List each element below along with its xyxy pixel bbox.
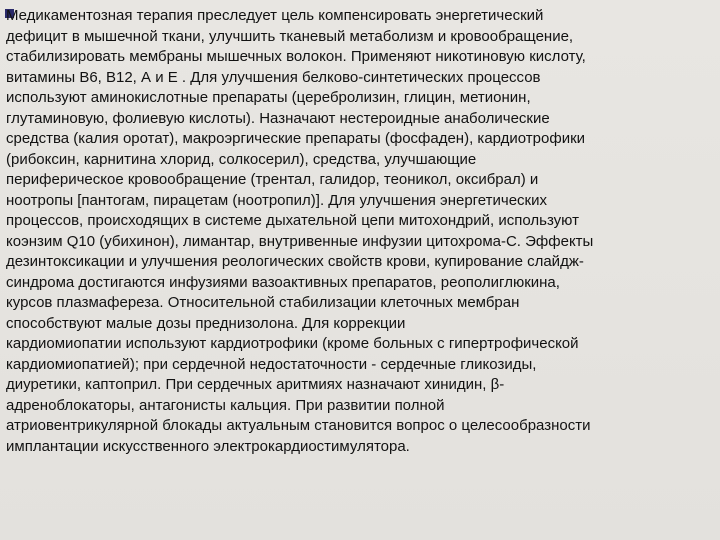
- text-line: коэнзим Q10 (убихинон), лимантар, внутривенные инфузии цитохрома-С. Эффекты: [6, 232, 594, 250]
- text-line: стабилизировать мембраны мышечных волокон. Применяют никотиновую кислоту,: [6, 48, 586, 65]
- text-line: кардиомиопатии используют кардиотрофики (кроме больных с гипертрофической: [6, 335, 579, 352]
- text-line: (рибоксин, карнитина хлорид, солкосерил), средства, улучшающие: [6, 150, 477, 168]
- text-line: используют аминокислотные препараты (церебролизин, глицин, метионин,: [6, 89, 531, 106]
- text-line: атриовентрикулярной блокады актуальным становится вопрос о целесообразности: [6, 417, 591, 434]
- text-line: способствуют малые дозы преднизолона. Для коррекции: [6, 314, 406, 332]
- text-line: дефицит в мышечной ткани, улучшить тканевый метаболизм и кровообращение,: [6, 27, 574, 45]
- text-line: процессов, происходящих в системе дыхательной цепи митохондрий, используют: [6, 212, 579, 229]
- text-line: ноотропы [пантогам, пирацетам (ноотропил)]. Для улучшения энергетических: [6, 191, 547, 209]
- text-line: имплантации искусственного электрокардиостимулятора.: [6, 437, 410, 455]
- text-line: курсов плазмафереза. Относительной стабилизации клеточных мембран: [6, 294, 520, 311]
- text-line: адреноблокаторы, антагонисты кальция. При развитии полной: [6, 396, 445, 414]
- text-line: витамины В6, В12, А и Е . Для улучшения белково-синтетических процессов: [6, 68, 541, 86]
- text-line: Медикаментозная терапия преследует цель компенсировать энергетический: [6, 7, 544, 24]
- text-line: периферическое кровообращение (трентал, галидор, теоникол, оксибрал) и: [6, 171, 539, 188]
- text-line: дезинтоксикации и улучшения реологических свойств крови, купирование слайдж-: [6, 253, 584, 270]
- text-line: глутаминовую, фолиевую кислоты). Назначают нестероидные анаболические: [6, 109, 550, 127]
- text-line: средства (калия оротат), макроэргические препараты (фосфаден), кардиотрофики: [6, 130, 586, 147]
- text-line: кардиомиопатией); при сердечной недостаточности - сердечные гликозиды,: [6, 355, 537, 373]
- text-line: синдрома достигаются инфузиями вазоактивных препаратов, реополиглюкина,: [6, 273, 560, 291]
- text-line: диуретики, каптоприл. При сердечных аритмиях назначают хинидин, β-: [6, 376, 505, 393]
- body-text: [6, 6, 714, 457]
